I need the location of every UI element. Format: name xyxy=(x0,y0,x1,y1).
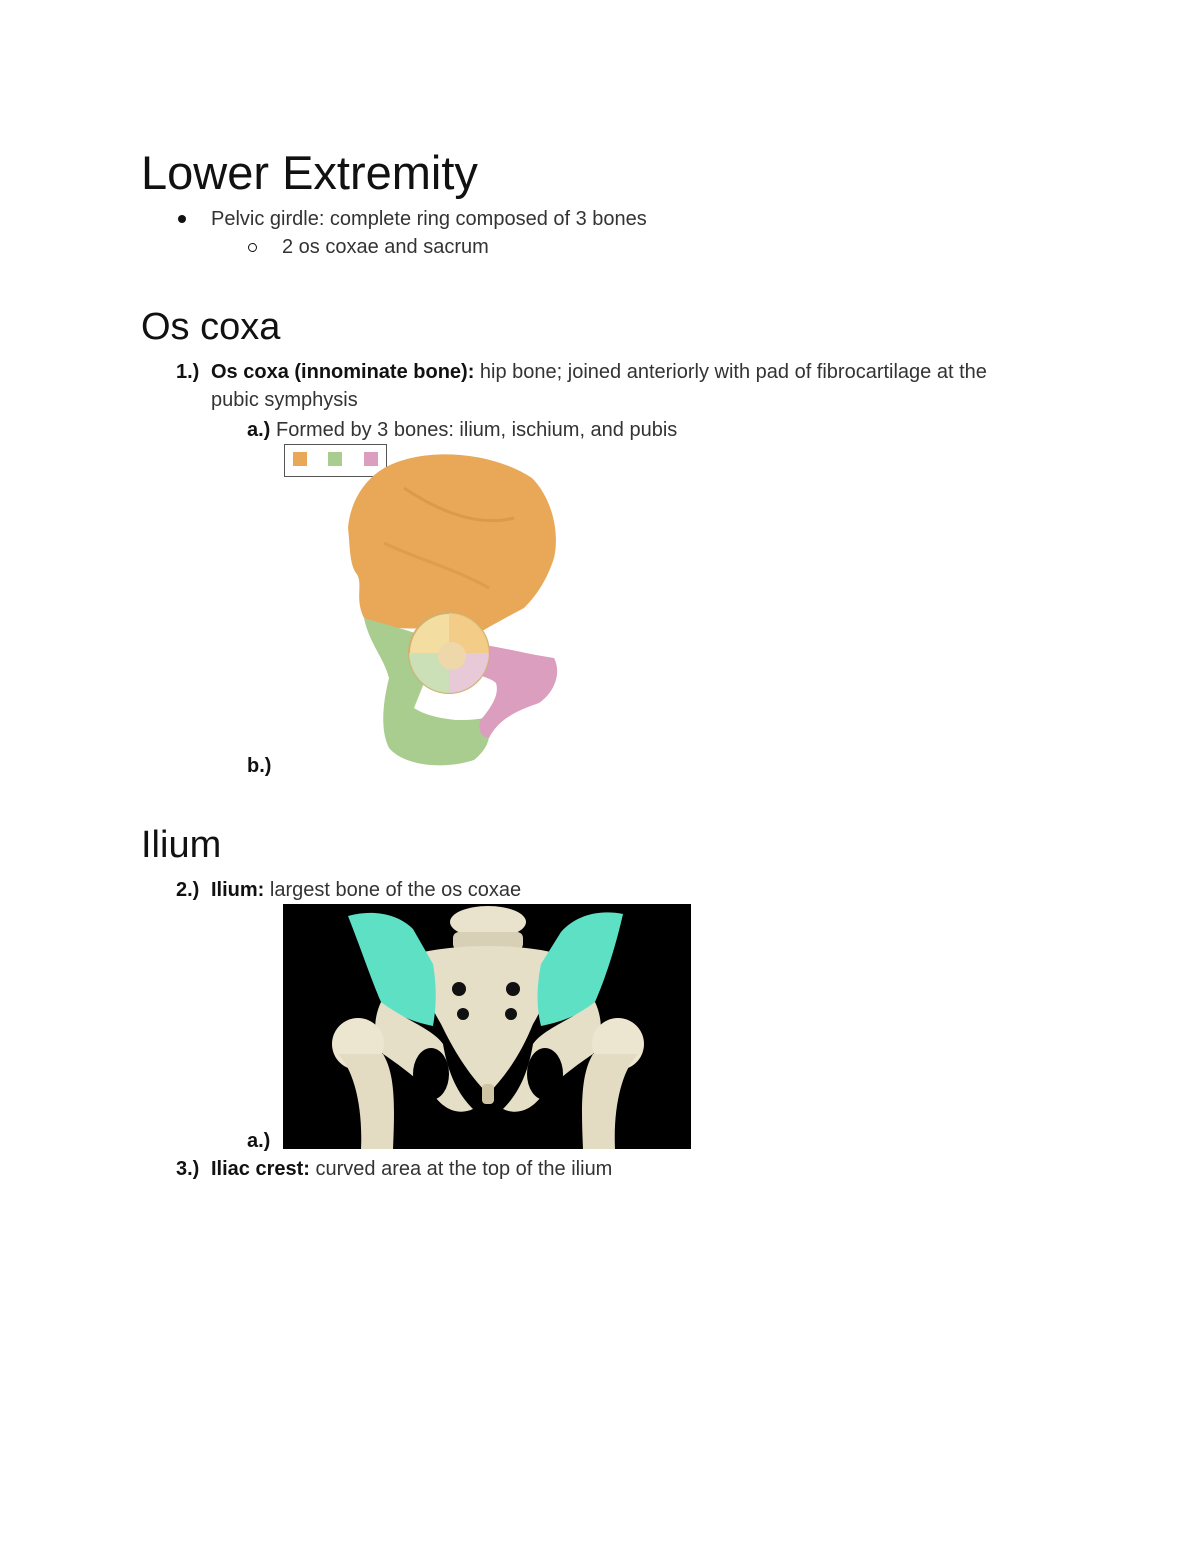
page-title: Lower Extremity xyxy=(141,146,478,199)
bullet-text: Pelvic girdle: complete ring composed of 3 bones xyxy=(211,208,647,230)
list-item-ilium xyxy=(211,880,521,900)
section-heading-os-coxa: Os coxa xyxy=(141,306,281,348)
list-item-iliac-crest xyxy=(211,1159,612,1179)
sub-bullet-icon xyxy=(248,243,257,252)
section-heading-ilium: Ilium xyxy=(141,824,222,866)
sub-bullet-text: 2 os coxae and sacrum xyxy=(282,236,489,258)
definition-continued: pubic symphysis xyxy=(211,389,358,411)
list-number: 3.) xyxy=(176,1158,200,1180)
list-number: 2.) xyxy=(176,879,200,901)
term: Os coxa (innominate bone): xyxy=(211,361,475,383)
sub-label: a.) xyxy=(247,1130,271,1152)
definition: curved area at the top of the ilium xyxy=(309,1158,613,1180)
sub-item-text: Formed by 3 bones: ilium, ischium, and pubis xyxy=(276,419,678,441)
sub-label: a.) xyxy=(247,419,271,441)
hip-bone-illustration xyxy=(284,448,566,773)
definition: hip bone; joined anteriorly with pad of fibrocartilage at the xyxy=(474,361,987,383)
sub-label: b.) xyxy=(247,755,272,777)
term: Ilium: xyxy=(211,879,265,901)
list-item-os-coxa xyxy=(211,362,987,382)
term: Iliac crest: xyxy=(211,1158,310,1180)
list-number: 1.) xyxy=(176,361,200,383)
pelvis-illustration xyxy=(283,904,691,1149)
definition: largest bone of the os coxae xyxy=(264,879,522,901)
bullet-icon xyxy=(178,215,186,223)
